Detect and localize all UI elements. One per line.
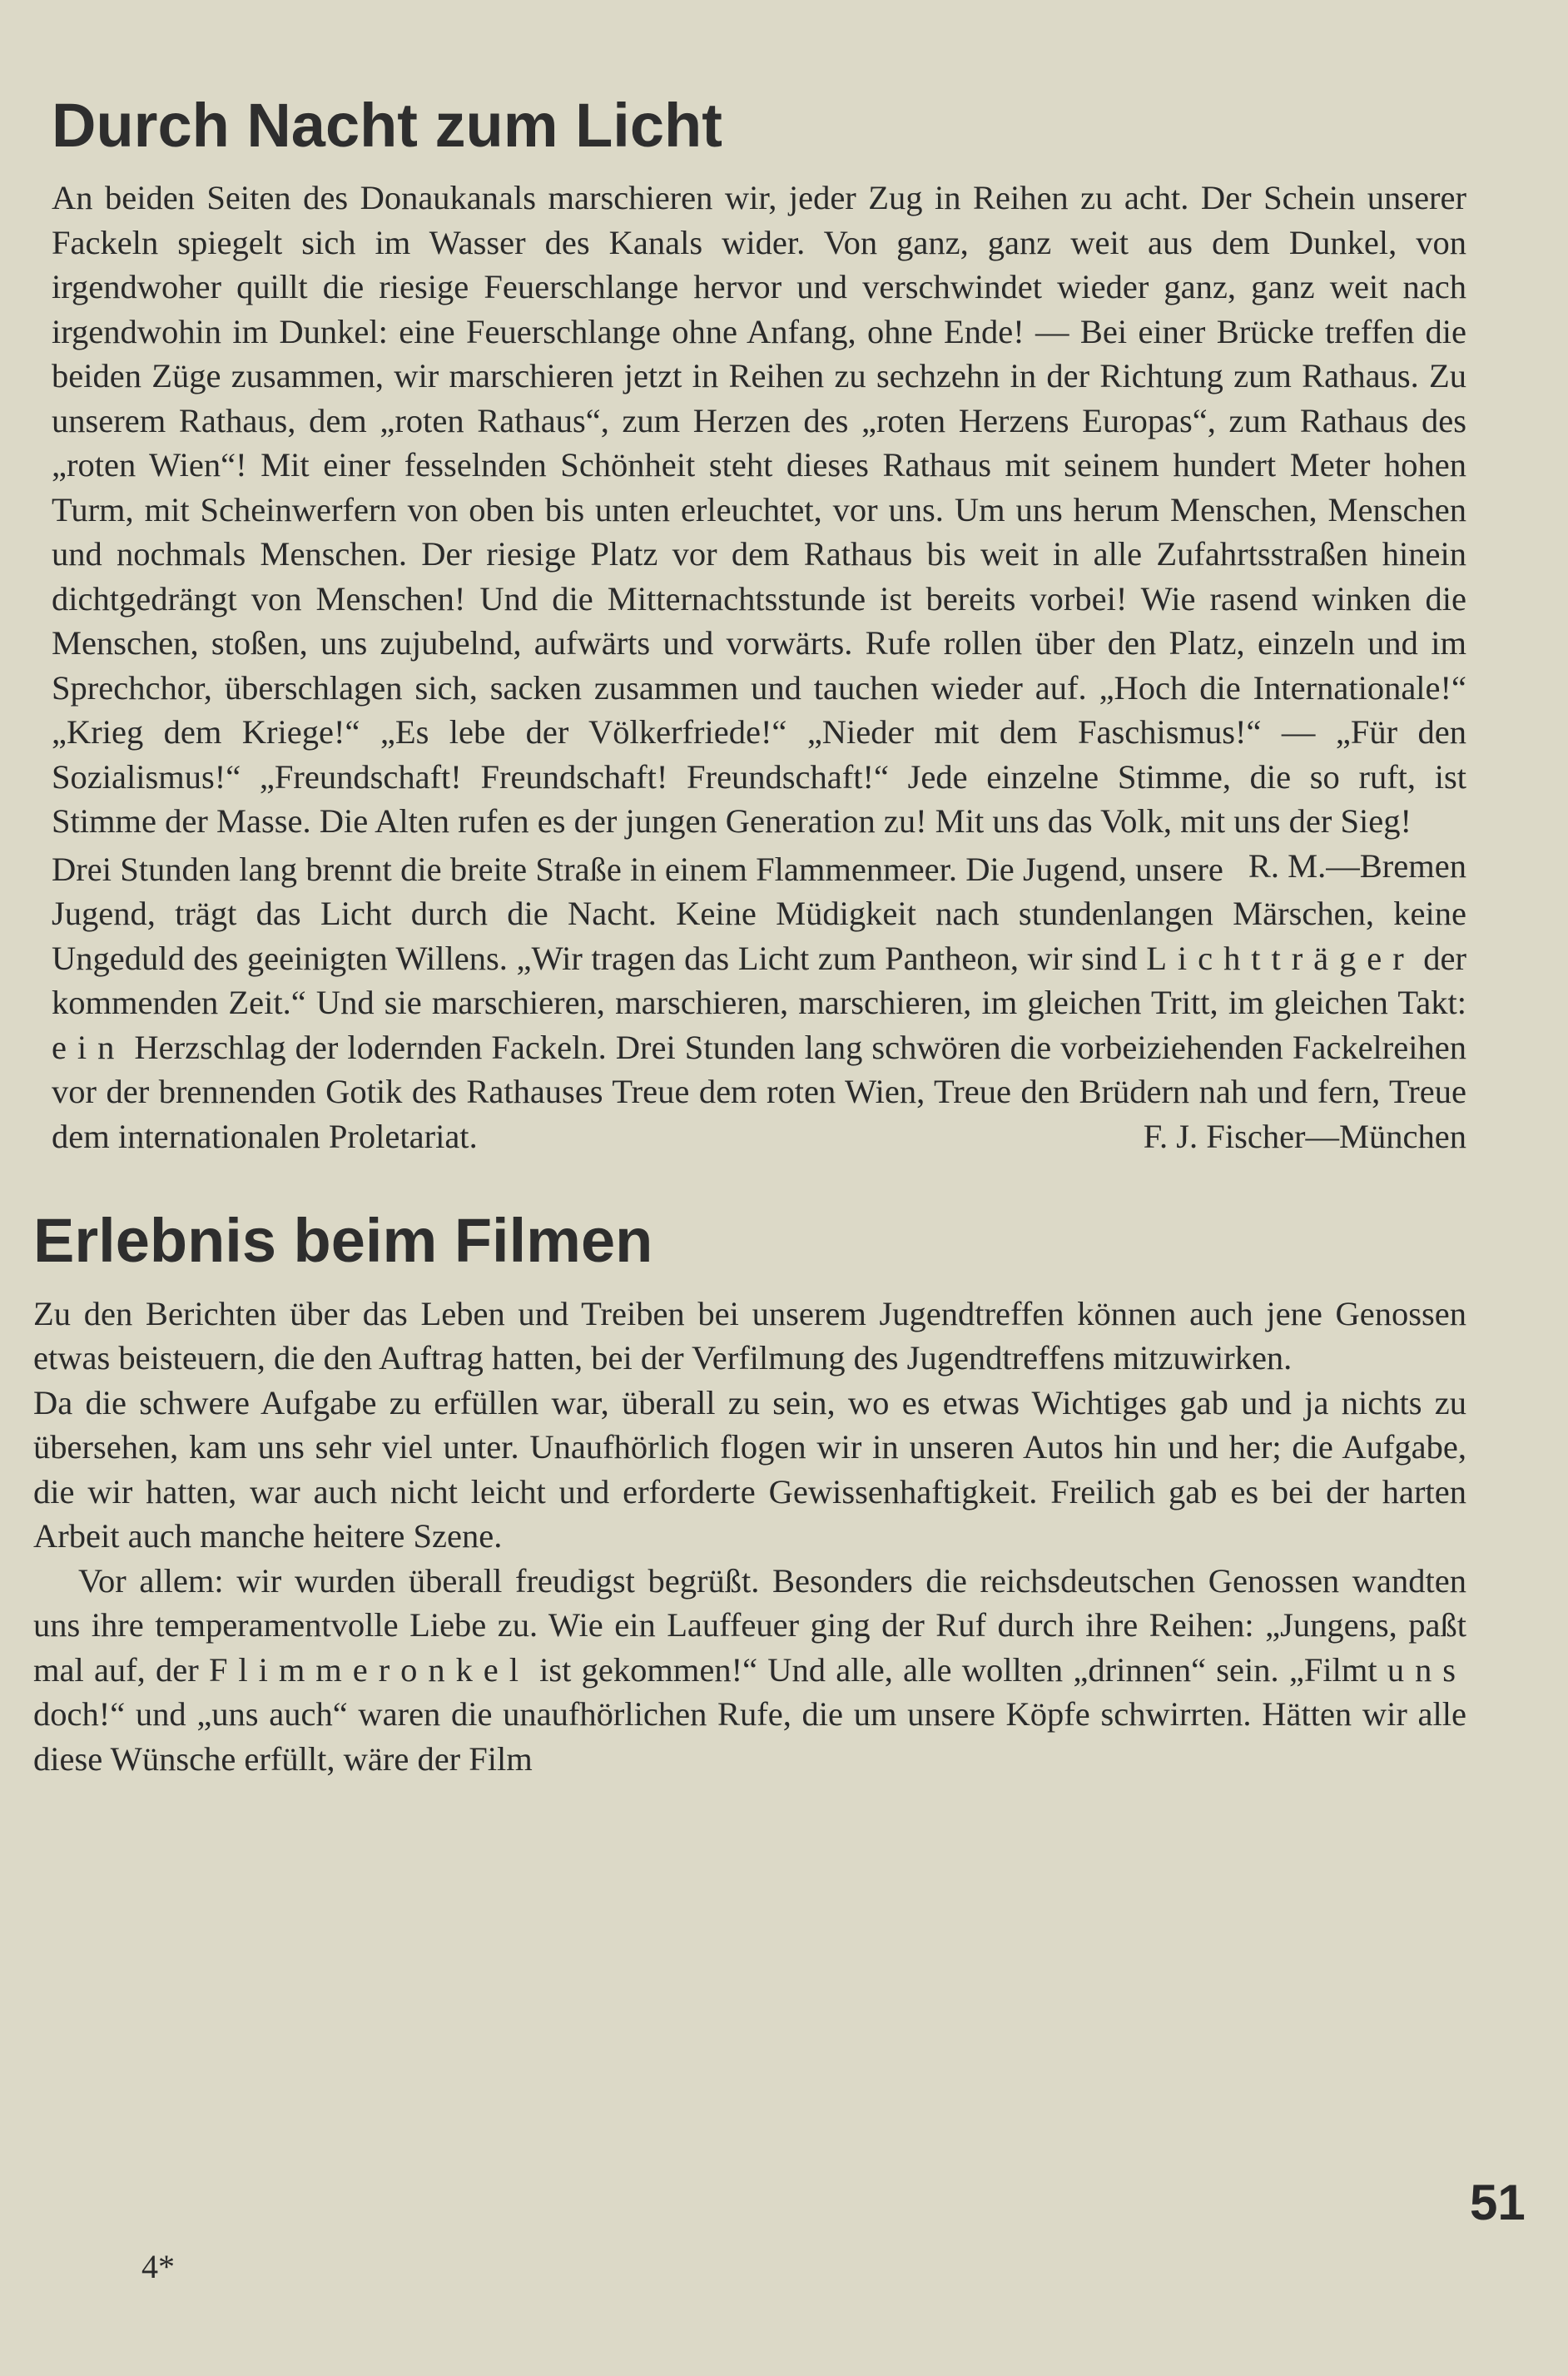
report-rm-bremen [52,176,1466,885]
page-number: 51 [1470,2175,1526,2230]
paragraph-3 [33,1559,1466,1782]
paragraph-3-text-b: ist gekommen!“ Und alle, alle wollten „drinnen“ sein. „Filmt [539,1650,1377,1689]
report-fischer-muenchen [52,847,1466,1159]
report-fischer-text-b: der kommenden Zeit.“ Und sie marschieren, marschieren, marschieren, im gleichen Tritt, im gleichen Takt: [52,939,1467,1022]
signature-fischer-muenchen: F. J. Fischer—München [1143,1117,1466,1155]
report-fischer-text-c: Herzschlag der lodernden Fackeln. Drei Stunden lang schwören die vorbeiziehenden Fackelreihen vor der brennenden Gotik des Rathauses Treue dem roten Wien, Treue den Brüdern nah und fern, Treue dem internationalen Proletariat. [52,1028,1466,1155]
spaced-word-ein: ein [52,1028,126,1066]
paragraph-2: Da die schwere Aufgabe zu erfüllen war, überall zu sein, wo es etwas Wichtiges gab und ja nichts zu übersehen, kam uns sehr viel unter. Unaufhörlich flogen wir in unseren Autos hin und her; die Aufgabe, die wir hatten, war auch nicht leicht und erforderte Gewissenhaftigkeit. Freilich gab es bei der harten Arbeit auch manche heitere Szene. [33,1383,1466,1555]
paragraph-3-text-a: Vor allem: wir wurden überall freudigst begrüßt. Besonders die reichsdeutschen Genossen wandten uns ihre temperamentvolle Liebe zu. Wie ein Lauffeuer ging der Ruf durch ihre Reihen: „Jungens, paßt mal auf, der [33,1561,1466,1689]
article-title-erlebnis-filmen: Erlebnis beim Filmen [33,1206,653,1276]
report-fischer-text-a: Drei Stunden lang brennt die breite Straße in einem Flammenmeer. Die Jugend, unsere Jugend, trägt das Licht durch die Nacht. Keine Müdigkeit nach stundenlangen Märschen, keine Ungeduld des geeinigten Willens. „Wir tragen das Licht zum Pantheon, wir sind [52,850,1466,977]
signature-rm-bremen: R. M.—Bremen [1248,846,1466,885]
spaced-word-uns: uns [1387,1650,1467,1689]
report-rm-text: An beiden Seiten des Donaukanals marschieren wir, jeder Zug in Reihen zu acht. Der Schein unserer Fackeln spiegelt sich im Wasser des Kanals wider. Von ganz, ganz weit aus dem Dunkel, von irgendwoher quillt die riesige Feuerschlange hervor und verschwindet wieder ganz, ganz weit nach irgendwohin im Dunkel: eine Feuerschlange ohne Anfang, ohne Ende! — Bei einer Brücke treffen die beiden Züge zusammen, wir marschieren jetzt in Reihen zu sechzehn in der Richtung zum Rathaus. Zu unserem Rathaus, dem „roten Rathaus“, zum Herzen des „roten Herzens Europas“, zum Rathaus des „roten Wien“! Mit einer fesselnden Schönheit steht dieses Rathaus mit seinem hundert Meter hohen Turm, mit Scheinwerfern von oben bis unten erleuchtet, vor uns. Um uns herum Menschen, Menschen und nochmals Menschen. Der riesige Platz vor dem Rathaus bis weit in alle Zufahrtsstraßen hinein dichtgedrängt von Menschen! Und die Mitternachtsstunde ist bereits vorbei! Wie rasend winken die Menschen, stoßen, uns zujubelnd, aufwärts und vorwärts. Rufe rollen über den Platz, einzeln und im Sprechchor, überschlagen sich, sacken zusammen und tauchen wieder auf. „Hoch die Internationale!“ „Krieg dem Kriege!“ „Es lebe der Völkerfriede!“ „Nieder mit dem Faschismus!“ — „Für den Sozialismus!“ „Freundschaft! Freundschaft! Freundschaft!“ Jede einzelne Stimme, die so ruft, ist Stimme der Masse. Die Alten rufen es der jungen Generation zu! Mit uns das Volk, mit uns der Sieg! [52,179,1466,841]
article-title-durch-nacht: Durch Nacht zum Licht [52,91,722,160]
paragraph-3-text-c: doch!“ und „uns auch“ waren die unaufhörlichen Rufe, die um unsere Köpfe schwirrten. Hätten wir alle diese Wünsche erfüllt, wäre der Film [33,1695,1466,1778]
spaced-word-flimmeronkel: Flimmeronkel [208,1650,529,1689]
signature-mark: 4* [141,2248,175,2285]
page-content [33,91,1467,1781]
spaced-word-lichttraeger: Lichtträger [1146,939,1415,977]
article-erlebnis-body [33,1292,1466,1782]
paragraph-1: Zu den Berichten über das Leben und Treiben bei unserem Jugendtreffen können auch jene Genossen etwas beisteuern, die den Auftrag hatten, bei der Verfilmung des Jugendtreffens mitzuwirken. [33,1294,1466,1377]
